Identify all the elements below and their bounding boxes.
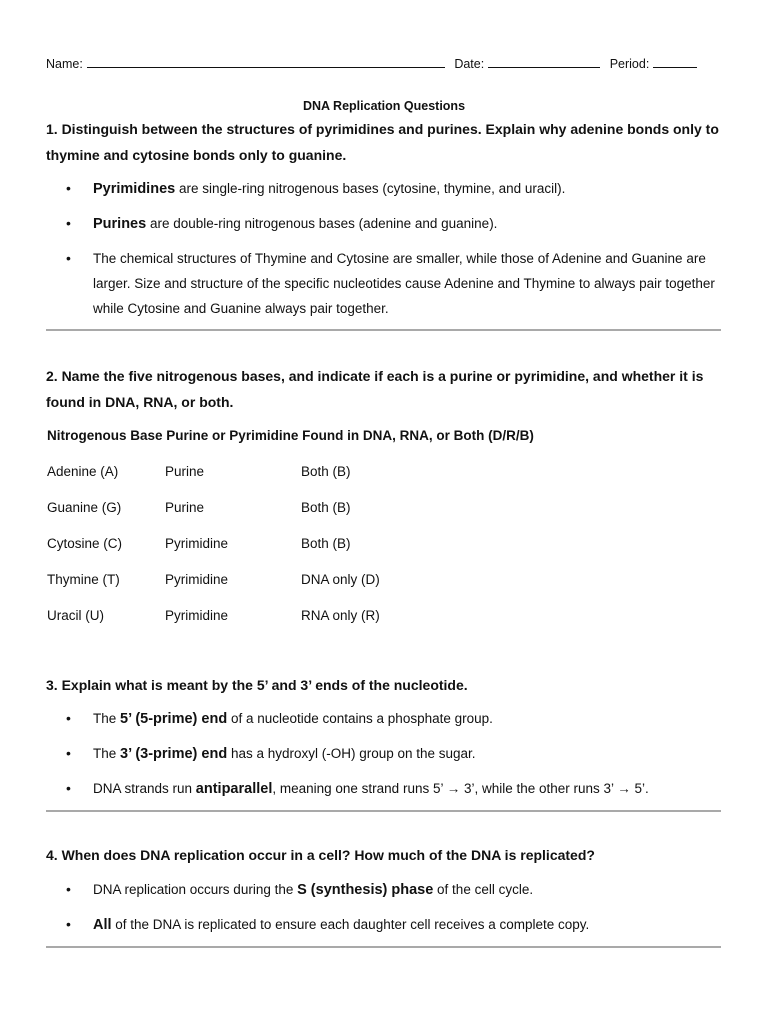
answer-text: has a hydroxyl (-OH) group on the sugar.	[227, 746, 476, 761]
period-blank[interactable]	[653, 55, 697, 68]
bold-term: antiparallel	[195, 781, 273, 797]
table-header-row	[47, 426, 534, 446]
table-cell: Pyrimidine	[165, 536, 229, 551]
question-3: 3. Explain what is meant by the 5’ and 3’ ends of the nucleotide.	[46, 677, 468, 693]
table-cell: Purine	[165, 500, 205, 515]
list-item	[66, 211, 716, 237]
table-cell: Pyrimidine	[165, 608, 229, 623]
worksheet-header	[46, 55, 703, 71]
answer-text: DNA replication occurs during the	[93, 882, 298, 897]
divider	[46, 329, 721, 331]
list-item	[66, 912, 716, 938]
answer-text: are double-ring nitrogenous bases (adenine and guanine).	[146, 216, 498, 231]
bold-term: Purines	[93, 216, 147, 232]
table-header: Nitrogenous Base	[47, 428, 163, 443]
date-label: Date:	[454, 57, 485, 71]
question-1: 1. Distinguish between the structures of pyrimidines and purines. Explain why adenine bonds only to thymine and cytosine bonds only to guanine.	[46, 121, 719, 163]
divider	[46, 810, 721, 812]
table-cell: Thymine (T)	[47, 572, 120, 587]
table-cell: Cytosine (C)	[47, 536, 123, 551]
table-cell: Guanine (G)	[47, 500, 122, 515]
list-item	[66, 741, 716, 767]
bold-term: All	[93, 917, 112, 933]
answer-text: The chemical structures of Thymine and Cytosine are smaller, while those of Adenine and Guanine are larger. Size and structure of the specific nucleotides cause Adenine and Thymine to always pair together while Cytosine and Guanine always pair together.	[93, 251, 715, 316]
list-item	[66, 706, 716, 732]
answer-text: , meaning one strand runs 5’ → 3’, while the other runs 3’ → 5’.	[272, 781, 649, 796]
divider	[46, 946, 721, 948]
period-label: Period:	[609, 57, 650, 71]
answer-text: The	[93, 711, 121, 726]
answer-text: DNA strands run	[93, 781, 196, 796]
table-cell: Both (B)	[301, 536, 351, 551]
q4-answer-list	[66, 877, 716, 938]
q3-answer-list	[66, 706, 716, 802]
list-item	[66, 176, 716, 202]
table-header: Purine or Pyrimidine	[166, 428, 299, 443]
page-title: DNA Replication Questions	[302, 99, 466, 113]
bold-term: S (synthesis) phase	[297, 882, 434, 898]
table-cell: DNA only (D)	[301, 572, 380, 587]
q1-answer-list	[66, 176, 716, 321]
bold-term: 5’ (5-prime) end	[120, 711, 228, 727]
table-cell: RNA only (R)	[301, 608, 380, 623]
bold-term: Pyrimidines	[93, 181, 176, 197]
table-cell: Pyrimidine	[165, 572, 229, 587]
list-item	[66, 776, 716, 802]
table-header: Found in DNA, RNA, or Both (D/R/B)	[302, 428, 534, 443]
table-cell: Adenine (A)	[47, 464, 119, 479]
table-cell: Uracil (U)	[47, 608, 104, 623]
bold-term: 3’ (3-prime) end	[120, 746, 228, 762]
table-cell: Both (B)	[301, 500, 351, 515]
answer-text: of a nucleotide contains a phosphate group.	[227, 711, 493, 726]
answer-text: The	[93, 746, 121, 761]
question-4: 4. When does DNA replication occur in a cell? How much of the DNA is replicated?	[46, 847, 595, 863]
answer-text: are single-ring nitrogenous bases (cytosine, thymine, and uracil).	[175, 181, 566, 196]
list-item	[66, 877, 716, 903]
list-item	[66, 246, 716, 321]
date-blank[interactable]	[488, 55, 600, 68]
table-cell: Purine	[165, 464, 205, 479]
table-cell: Both (B)	[301, 464, 351, 479]
answer-text: of the DNA is replicated to ensure each daughter cell receives a complete copy.	[111, 917, 590, 932]
answer-text: of the cell cycle.	[433, 882, 534, 897]
question-2: 2. Name the five nitrogenous bases, and indicate if each is a purine or pyrimidine, and whether it is found in DNA, RNA, or both.	[46, 368, 704, 410]
name-blank[interactable]	[87, 55, 445, 68]
name-label: Name:	[46, 57, 83, 71]
